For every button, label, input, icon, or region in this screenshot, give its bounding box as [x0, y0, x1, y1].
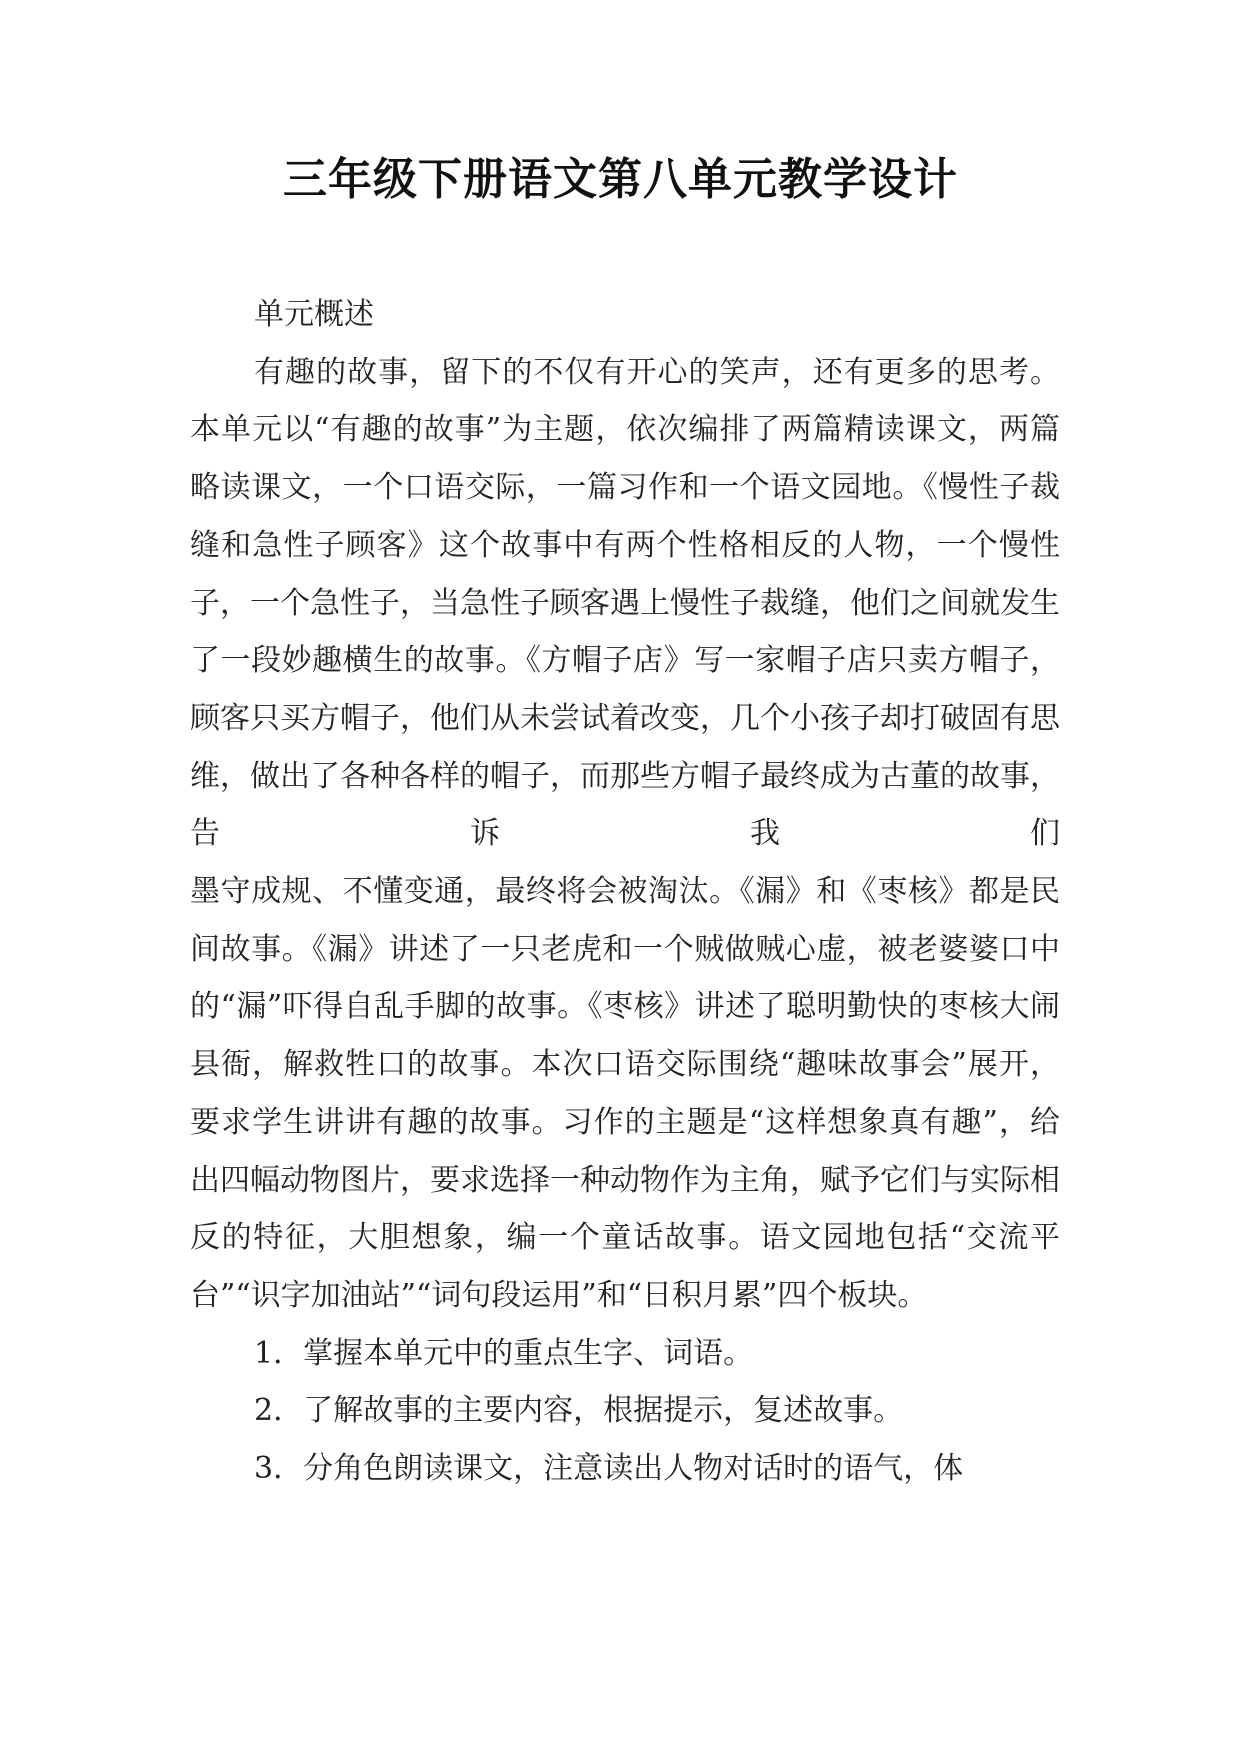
- paragraph-segment: 被老婆婆口中的“漏”吓得自乱手脚的故事。《枣核》讲述: [190, 931, 1061, 1025]
- paragraph-segment: 作的主题是“这样想象真有趣”，给出四幅动物图片，要求: [190, 1104, 1060, 1198]
- paragraph-segment: 有趣的故事，留下的不仅有开心的笑声，还有更多的思: [254, 354, 999, 390]
- paragraph-segment: 各样的帽子，而那些方帽子最终成为古董的故事，告诉我们: [190, 758, 1060, 852]
- paragraph-segment: 课文，两篇略读课文，一个口语交际，一篇习作和一个语文: [190, 412, 1060, 506]
- paragraph-segment: 园地。《慢性子裁缝和急性子顾客》这个故事中有两个性格: [190, 470, 1060, 563]
- document-title: 三年级下册语文第八单元教学设计: [283, 154, 958, 205]
- paragraph-segment: 慢性子裁缝，他们之间就发生了一段妙趣横生的故事。《方: [190, 585, 1060, 679]
- paragraph-segment: 际围绕“趣味故事会”展开，要求学生讲讲有趣的故事。习: [190, 1047, 1060, 1140]
- paragraph-segment: 考。本单元以“有趣的故事”为主题，依次编排了两篇精读: [190, 354, 1061, 448]
- objective-item-3: 3．分角色朗读课文，注意读出人物对话时的语气，体: [254, 1451, 964, 1487]
- paragraph-segment: 加油站”“词句段运用”和“日积月累”四个板块。: [310, 1277, 928, 1313]
- section-heading: 单元概述: [254, 297, 374, 332]
- paragraph-segment: 都是民间故事。《漏》讲述了一只老虎和一个贼做贼心虚，: [190, 874, 1061, 967]
- paragraph-segment: 想象，编一个童话故事。语文园地包括“交流平台”“识字: [190, 1220, 1060, 1313]
- paragraph-segment: 选择一种动物作为主角，赋予它们与实际相反的特征，大胆: [190, 1162, 1060, 1256]
- paragraph-segment: 墨守成规、不懂变通，最终将会被淘汰。《漏》和《枣核》: [190, 874, 969, 910]
- objective-item-2: 2．了解故事的主要内容，根据提示，复述故事。: [254, 1393, 904, 1429]
- paragraph-segment: 从未尝试着改变，几个小孩子却打破固有思维，做出了各种: [190, 700, 1060, 794]
- document-body: [190, 286, 1060, 1498]
- overview-paragraph: [190, 344, 1060, 1325]
- paragraph-segment: 相反的人物，一个慢性子，一个急性子，当急性子顾客遇上: [190, 527, 1060, 621]
- paragraph-segment: 帽子店》写一家帽子店只卖方帽子，顾客只买方帽子，他们: [190, 643, 1061, 736]
- paragraph-segment: 了聪明勤快的枣核大闹县衙，解救牲口的故事。本次口语交: [190, 989, 1060, 1083]
- objective-item-1: 1．掌握本单元中的重点生字、词语。: [254, 1335, 754, 1371]
